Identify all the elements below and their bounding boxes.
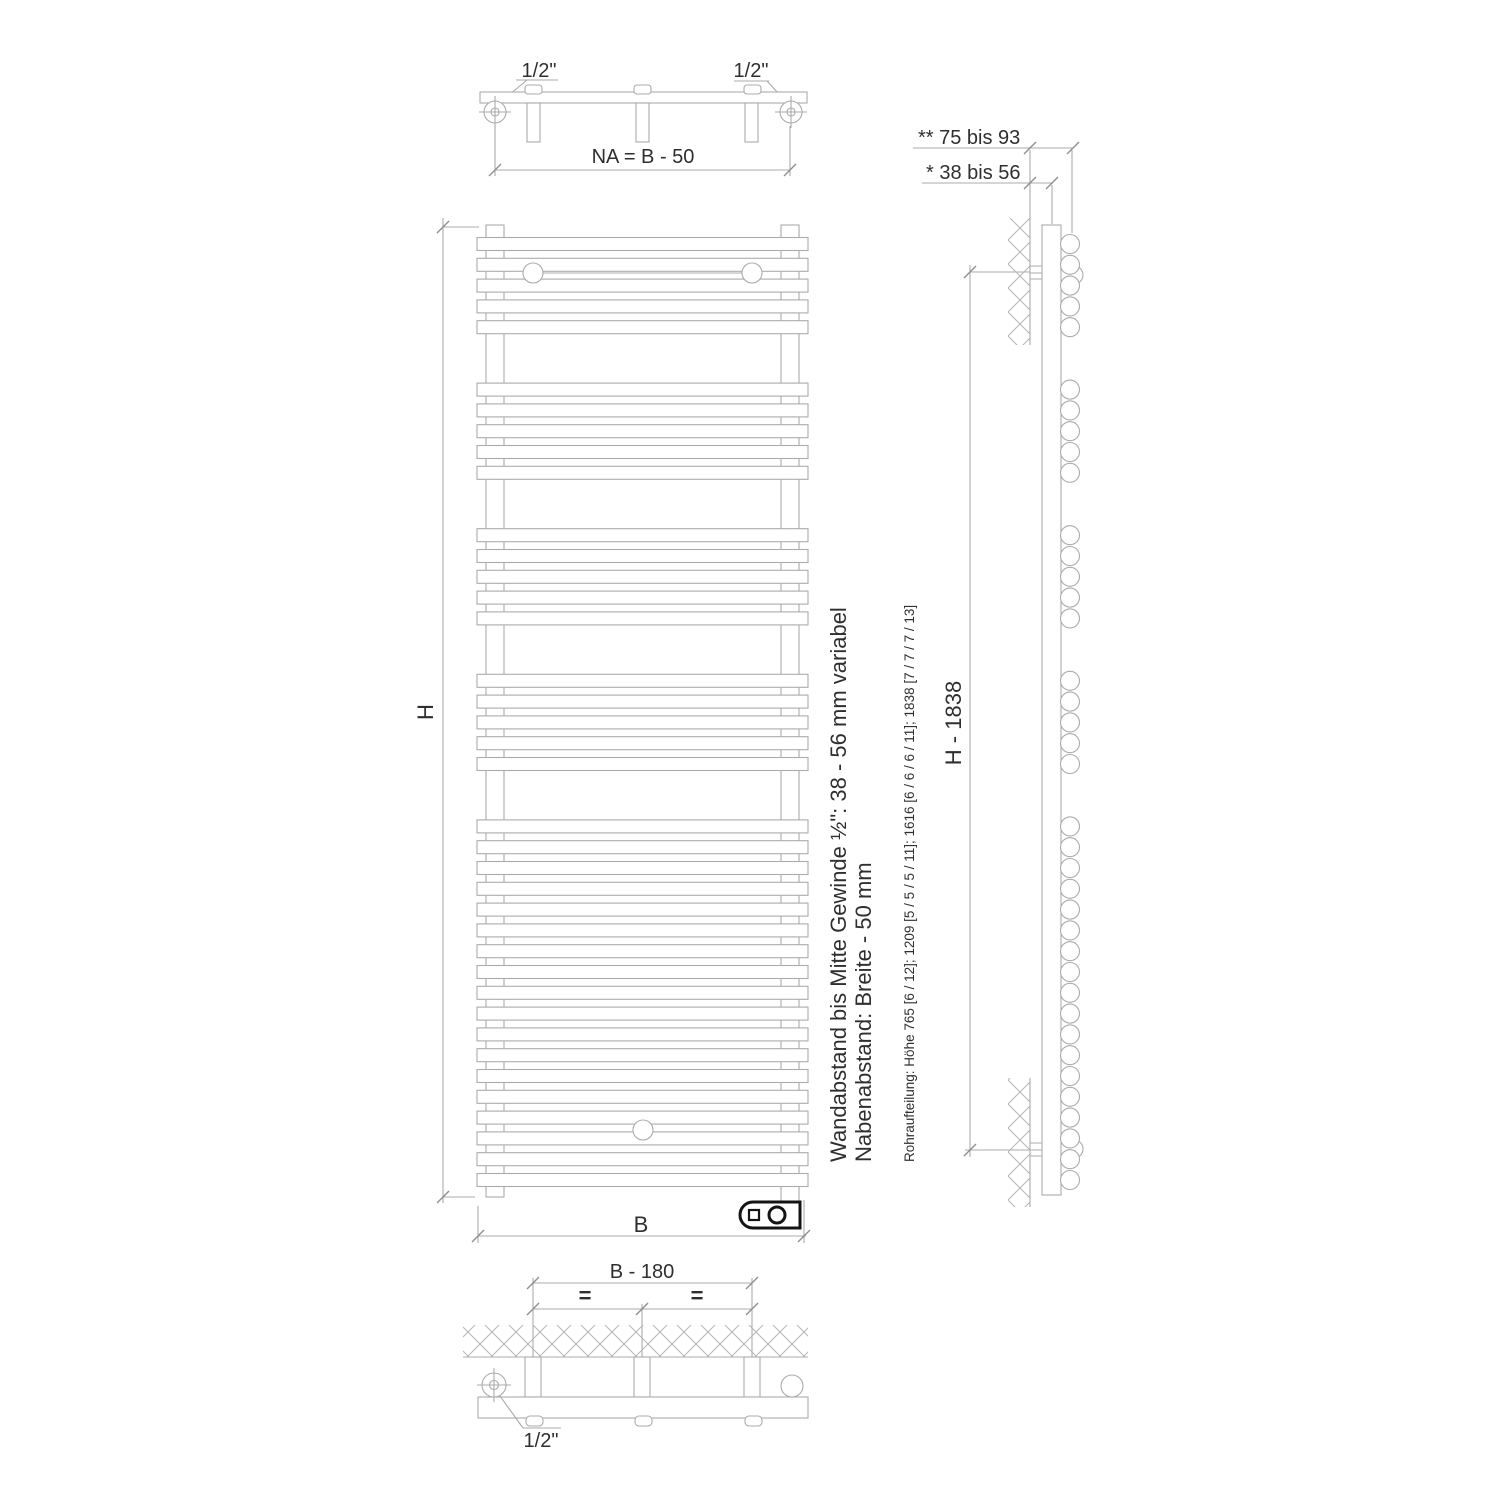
radiator-tube bbox=[477, 924, 808, 937]
radiator-tube bbox=[477, 300, 808, 313]
radiator-tube-end bbox=[1061, 900, 1080, 919]
radiator-tube bbox=[477, 966, 808, 979]
mounting-point-right bbox=[742, 263, 762, 283]
bottom-stub bbox=[526, 1416, 543, 1426]
right-collector bbox=[781, 228, 799, 1190]
radiator-tube-end bbox=[1061, 879, 1080, 898]
equal-spacing-symbol-left: = bbox=[578, 1283, 592, 1308]
electric-heating-element bbox=[740, 1202, 800, 1228]
radiator-tube-end bbox=[1061, 401, 1080, 420]
radiator-tube-end bbox=[1061, 463, 1080, 482]
wall-bracket bbox=[745, 103, 758, 142]
radiator-tube-end bbox=[1061, 1108, 1080, 1127]
thread-size-label-right: 1/2" bbox=[733, 60, 769, 82]
radiator-tube bbox=[477, 1007, 808, 1020]
width-dimension-label: B bbox=[633, 1212, 649, 1237]
radiator-tube-end bbox=[1061, 1067, 1080, 1086]
radiator-tube-end bbox=[1061, 859, 1080, 878]
right-top-tab bbox=[781, 225, 799, 239]
radiator-tube bbox=[477, 945, 808, 958]
equal-spacing-symbol-right: = bbox=[690, 1283, 704, 1308]
radiator-tube bbox=[477, 903, 808, 916]
radiator-tube bbox=[477, 383, 808, 396]
top-view bbox=[479, 60, 807, 176]
bottom-collector-bar bbox=[478, 1397, 808, 1418]
mounting-point-left bbox=[523, 263, 543, 283]
radiator-tube bbox=[477, 737, 808, 750]
radiator-tube-end bbox=[1061, 297, 1080, 316]
radiator-tube-end bbox=[1061, 942, 1080, 961]
left-top-tab bbox=[486, 225, 504, 239]
radiator-tube-end bbox=[1061, 276, 1080, 295]
radiator-tube-end bbox=[1061, 1087, 1080, 1106]
bottom-stub bbox=[635, 1416, 652, 1426]
radiator-tube bbox=[477, 716, 808, 729]
notes bbox=[826, 605, 917, 1162]
radiator-tube bbox=[477, 1049, 808, 1062]
height-dimension-label: H bbox=[413, 704, 438, 720]
left-collector bbox=[486, 228, 504, 1190]
radiator-tube bbox=[477, 1090, 808, 1103]
drain-opening bbox=[633, 1120, 653, 1140]
radiator-tube bbox=[477, 1028, 808, 1041]
wall-distance-note: Wandabstand bis Mitte Gewinde ½": 38 - 56 mm variabel bbox=[826, 607, 851, 1162]
radiator-tube-end bbox=[1061, 567, 1080, 586]
radiator-tube-end bbox=[1061, 713, 1080, 732]
bottom-stub bbox=[745, 1416, 762, 1426]
side-collector-profile bbox=[1042, 225, 1061, 1195]
radiator-tube bbox=[477, 695, 808, 708]
top-stub bbox=[744, 85, 761, 94]
radiator-tube bbox=[477, 446, 808, 459]
plain-connection-symbol bbox=[781, 1375, 803, 1397]
wall-hatch-top bbox=[1008, 218, 1030, 345]
front-view bbox=[413, 218, 810, 1243]
radiator-tube-end bbox=[1061, 547, 1080, 566]
radiator-tube-end bbox=[1061, 734, 1080, 753]
radiator-tube-end bbox=[1061, 1129, 1080, 1148]
radiator-tube-end bbox=[1061, 838, 1080, 857]
wall-distance-dimension-lines bbox=[913, 148, 1073, 233]
radiator-tube-end bbox=[1061, 671, 1080, 690]
radiator-tube bbox=[477, 1070, 808, 1083]
height-dimension-lines bbox=[443, 218, 479, 1203]
radiator-tube-end bbox=[1061, 1025, 1080, 1044]
radiator-tube-end bbox=[1061, 983, 1080, 1002]
wall-to-hub-dimension-label: ** 75 bis 93 bbox=[918, 127, 1021, 149]
radiator-tube bbox=[477, 529, 808, 542]
side-tube-group bbox=[1061, 235, 1080, 1190]
radiator-tube-end bbox=[1061, 755, 1080, 774]
wall-bracket bbox=[636, 103, 649, 142]
radiator-tube-end bbox=[1061, 380, 1080, 399]
radiator-tube bbox=[477, 321, 808, 334]
radiator-tube-end bbox=[1061, 422, 1080, 441]
radiator-tube-end bbox=[1061, 692, 1080, 711]
radiator-tube-end bbox=[1061, 921, 1080, 940]
radiator-tube bbox=[477, 591, 808, 604]
radiator-tube-end bbox=[1061, 235, 1080, 254]
radiator-tube bbox=[477, 570, 808, 583]
wall-hatch-bottom bbox=[1008, 1078, 1030, 1207]
hub-distance-note: Nabenabstand: Breite - 50 mm bbox=[851, 862, 876, 1162]
radiator-tube-end bbox=[1061, 1004, 1080, 1023]
radiator-tube bbox=[477, 882, 808, 895]
radiator-tube bbox=[477, 862, 808, 875]
radiator-tube bbox=[477, 550, 808, 563]
side-wall-bracket-top bbox=[1030, 266, 1042, 279]
radiator-tube bbox=[477, 238, 808, 251]
wall-bracket bbox=[527, 103, 540, 142]
radiator-tube-end bbox=[1061, 255, 1080, 274]
bracket-span-dimension-label: B - 180 bbox=[609, 1261, 675, 1283]
bottom-view bbox=[463, 1261, 808, 1452]
wall-hatch-band bbox=[463, 1325, 808, 1357]
wall-distance-dimension-ticks bbox=[1024, 142, 1079, 189]
wall-bracket bbox=[525, 1357, 541, 1397]
radiator-tube bbox=[477, 404, 808, 417]
wall-bracket bbox=[744, 1357, 760, 1397]
radiator-tube bbox=[477, 612, 808, 625]
radiator-tube-end bbox=[1061, 588, 1080, 607]
radiator-tube-end bbox=[1061, 1171, 1080, 1190]
radiator-tube-end bbox=[1061, 318, 1080, 337]
wall-bracket bbox=[634, 1357, 650, 1397]
wall-to-thread-dimension-label: * 38 bis 56 bbox=[926, 162, 1021, 184]
radiator-tube bbox=[477, 758, 808, 771]
mounting-height-dimension-lines bbox=[965, 265, 1033, 1157]
top-stub bbox=[525, 85, 542, 94]
radiator-tube bbox=[477, 820, 808, 833]
radiator-tube-end bbox=[1061, 1046, 1080, 1065]
radiator-tube-end bbox=[1061, 1150, 1080, 1169]
thread-size-label-bottom: 1/2" bbox=[523, 1430, 559, 1452]
tube-layout-note: Rohraufteilung: Höhe 765 [6 / 12]; 1209 [5 / 5 / 5 / 11]; 1616 [6 / 6 / 6 / 11]; 1838 [7 / 7 / 7 / 13] bbox=[902, 604, 917, 1162]
radiator-tube-end bbox=[1061, 817, 1080, 836]
radiator-tube bbox=[477, 841, 808, 854]
radiator-tube-end bbox=[1061, 963, 1080, 982]
top-stub bbox=[634, 85, 651, 94]
radiator-tube bbox=[477, 466, 808, 479]
mounting-height-dimension-label: H - 1838 bbox=[941, 680, 966, 766]
radiator-tube bbox=[477, 986, 808, 999]
radiator-tube bbox=[477, 1174, 808, 1187]
side-wall-bracket-bottom bbox=[1030, 1143, 1042, 1156]
radiator-tube bbox=[477, 674, 808, 687]
radiator-tube-end bbox=[1061, 443, 1080, 462]
radiator-tube-end bbox=[1061, 526, 1080, 545]
front-tube-group bbox=[477, 238, 808, 1187]
radiator-tube bbox=[477, 425, 808, 438]
radiator-tube bbox=[477, 1153, 808, 1166]
side-view bbox=[913, 127, 1083, 1207]
hub-distance-dimension-label: NA = B - 50 bbox=[591, 146, 695, 168]
radiator-tube-end bbox=[1061, 609, 1080, 628]
thread-size-label-left: 1/2" bbox=[521, 60, 557, 82]
